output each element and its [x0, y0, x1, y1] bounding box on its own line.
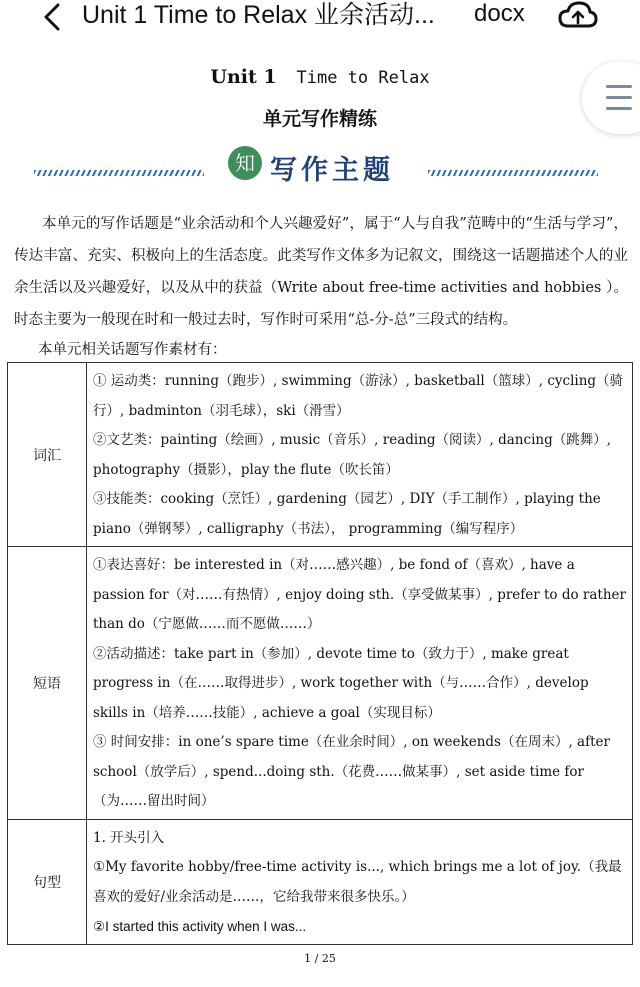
writing-theme-banner: 写作主题: [270, 155, 394, 186]
document-title: Unit 1 Time to Relax 业余活动...: [82, 1, 435, 29]
table-line: ①My favorite hobby/free-time activity is..., which brings me a lot of joy.（我最喜欢的爱好/业余活动是……，它给我带来很多快乐。）: [93, 859, 622, 905]
table-row: [8, 547, 633, 820]
banner-logo-icon: 知: [228, 146, 262, 180]
banner-left-rule: [34, 170, 204, 176]
table-line: ②活动描述：take part in（参加）, devote time to（致力于）, make great progress in（在……取得进步）, work together with（与……合作）, develop skills in（培养……技能）, achieve a goal（实现目标）: [93, 645, 589, 721]
file-extension-label: docx: [474, 0, 525, 27]
table-row: [8, 819, 633, 944]
category-cell: 短语: [8, 547, 87, 820]
top-bar: [0, 0, 640, 34]
table-line: ①表达喜好：be interested in（对……感兴趣）, be fond of（喜欢）, have a passion for（对……有热情）, enjoy doing sth.（享受做某事）, prefer to do rather than do（宁愿做……而不愿做……）: [93, 557, 626, 632]
table-line: ②I started this activity when I was...: [93, 919, 307, 934]
category-cell: 句型: [8, 819, 87, 944]
table-row: [8, 363, 633, 547]
unit-title: Unit 1 Time to Relax: [210, 66, 430, 88]
back-arrow-icon[interactable]: [38, 2, 68, 32]
table-line: ③ 时间安排：in one’s spare time（在业余时间）, on weekends（在周末）, after school（放学后）, spend...doing sth.（花费……做某事）, set aside time for（为……留出时间）: [93, 734, 610, 809]
section-subtitle: 单元写作精练: [262, 108, 377, 130]
table-line: ① 运动类：running（跑步）, swimming（游泳）, basketball（篮球）, cycling（骑行）, badminton（羽毛球），ski（滑雪）: [93, 373, 624, 419]
materials-table: [7, 362, 633, 945]
materials-lead: 本单元相关话题写作素材有：: [38, 342, 227, 358]
intro-paragraph: 本单元的写作话题是“业余活动和个人兴趣爱好”，属于“人与自我”范畴中的“生活与学习”， 传达丰富、充实、积极向上的生活态度。此类写作文体多为记叙文，围绕这一话题描述个人的业余生活以及兴趣爱好，以及从中的获益（Write about free-time activities and hobbies ）。时态主要为一般现在时和一般过去时，写作时可采用“总-分-总”三段式的结构。: [14, 216, 628, 328]
table-line: 1. 开头引入: [93, 829, 165, 846]
table-line: ③技能类：cooking（烹饪）, gardening（园艺）, DIY（手工制作）, playing the piano（弹钢琴）, calligraphy（书法）， programming（编写程序）: [93, 491, 601, 537]
page-indicator: 1 / 25: [304, 952, 336, 965]
cloud-upload-icon[interactable]: [558, 0, 598, 30]
banner-right-rule: [428, 170, 598, 176]
table-line: ②文艺类：painting（绘画）, music（音乐）, reading（阅读）, dancing（跳舞）, photography（摄影），play the flute（吹长笛）: [93, 432, 612, 478]
category-cell: 词汇: [8, 363, 87, 547]
